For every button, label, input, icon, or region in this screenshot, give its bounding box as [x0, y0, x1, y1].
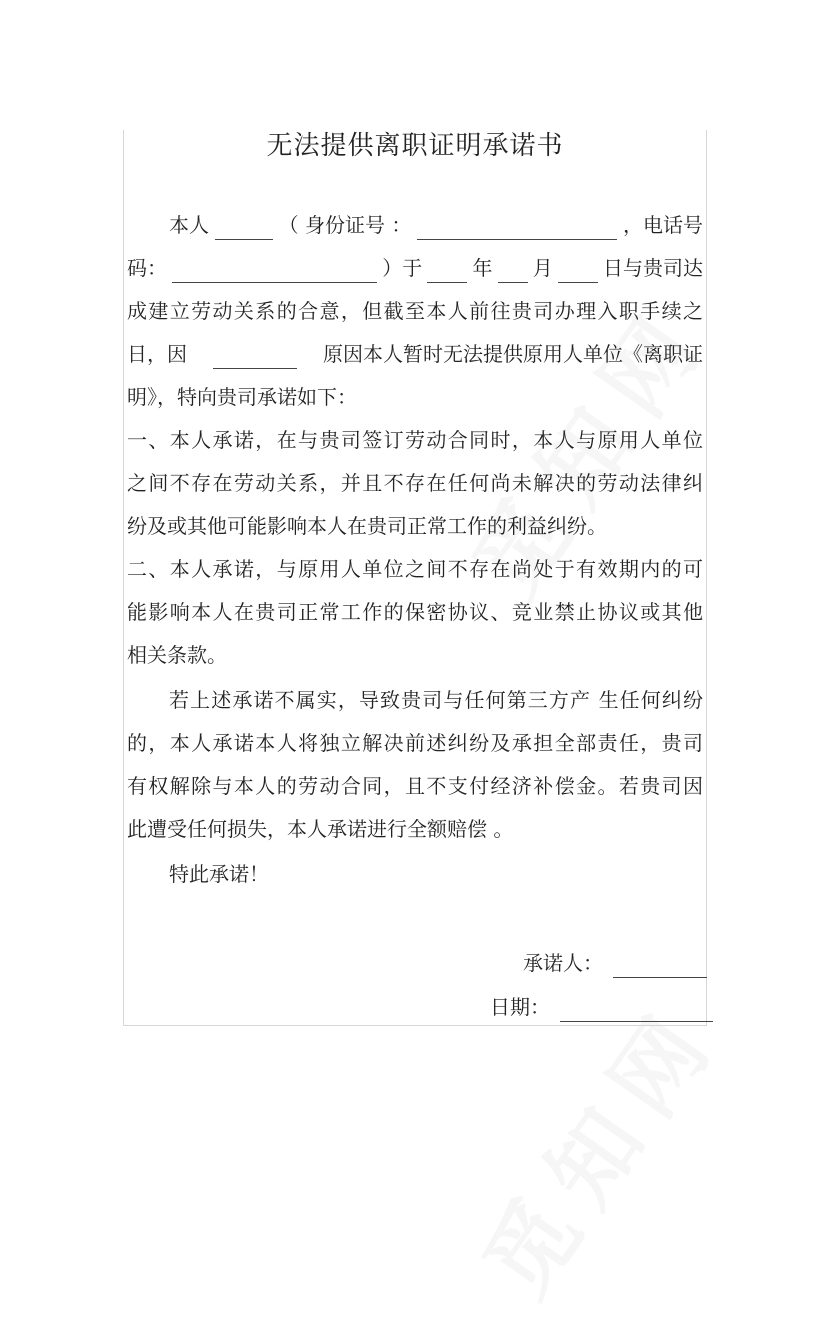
month-blank[interactable] [498, 260, 528, 283]
text: 日与贵司达 [603, 256, 703, 280]
date-blank[interactable] [560, 999, 713, 1022]
clause-1-line: 一、本人承诺，在与贵司签订劳动合同时，本人与原用人单位 [127, 428, 703, 452]
clause-1-line: 之间不存在劳动关系，并且不存在任何尚未解决的劳动法律纠 [127, 471, 703, 495]
liability-line: 若上述承诺不属实，导致贵司与任何第三方产 生任何纠纷 [169, 688, 703, 712]
text: 年 [472, 256, 493, 280]
text: 码： [127, 256, 167, 280]
liability-line: 的，本人承诺本人将独立解决前述纠纷及承担全部责任，贵司 [127, 731, 703, 755]
text: 日，因 [127, 342, 187, 366]
promisor-signature [523, 948, 707, 978]
text: ）于 [382, 256, 423, 280]
name-blank[interactable] [215, 217, 273, 240]
liability-line: 有权解除与本人的劳动合同，且不支付经济补偿金。若贵司因 [127, 774, 703, 798]
text: ，电话号 [622, 213, 703, 237]
intro-line-5: 明》，特向贵司承诺如下： [127, 385, 357, 409]
text: 月 [532, 256, 553, 280]
id-number-blank[interactable] [417, 217, 617, 240]
clause-2-line: 相关条款。 [127, 643, 227, 667]
intro-line-4 [127, 339, 703, 369]
intro-line-2 [127, 253, 703, 283]
date-label: 日期： [490, 995, 550, 1019]
day-blank[interactable] [558, 260, 598, 283]
intro-line-3: 成建立劳动关系的合意，但截至本人前往贵司办理入职手续之 [127, 299, 703, 323]
text: 本人 [169, 213, 209, 237]
clause-2-line: 二、本人承诺，与原用人单位之间不存在尚处于有效期内的可 [127, 557, 703, 581]
text: （ 身份证号 ： [278, 213, 412, 237]
document-title: 无法提供离职证明承诺书 [266, 131, 564, 161]
year-blank[interactable] [427, 260, 467, 283]
promisor-blank[interactable] [613, 955, 707, 978]
date-signature [490, 992, 713, 1022]
reason-blank[interactable] [213, 346, 297, 369]
intro-line-1 [127, 210, 703, 240]
closing-text: 特此承诺！ [169, 862, 269, 886]
clause-1-line: 纷及或其他可能影响本人在贵司正常工作的利益纠纷。 [127, 514, 607, 538]
clause-2-line: 能影响本人在贵司正常工作的保密协议、竞业禁止协议或其他 [127, 600, 703, 624]
phone-blank[interactable] [172, 260, 377, 283]
promisor-label: 承诺人： [523, 951, 603, 975]
text: 原因本人暂时无法提供原用人单位《离职证 [323, 342, 703, 366]
liability-line: 此遭受任何损失，本人承诺进行全额赔偿 。 [127, 817, 514, 841]
